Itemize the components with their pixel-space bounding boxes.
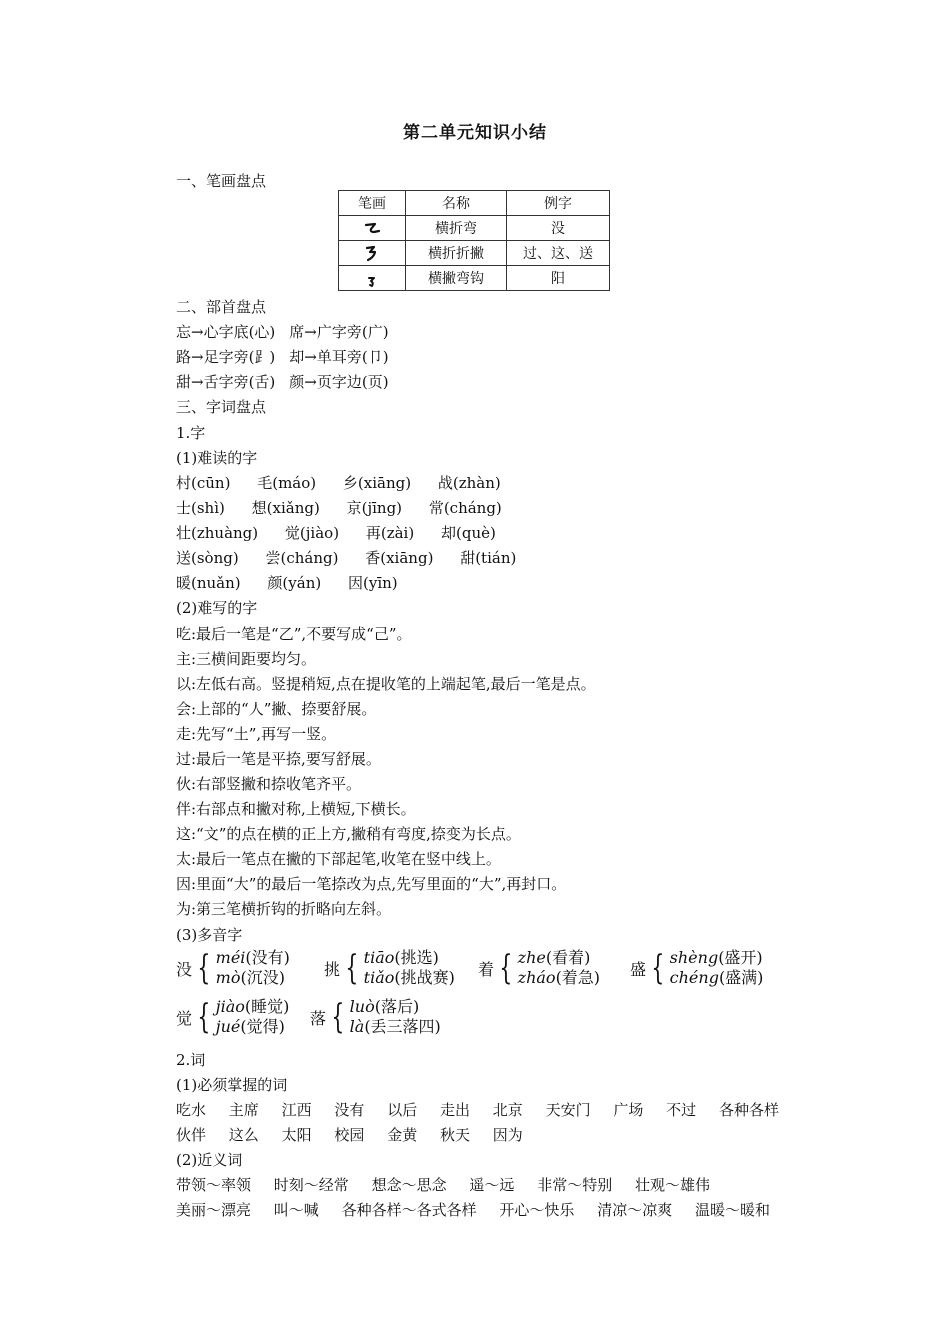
section-heading-strokes: 一、笔画盘点 bbox=[176, 172, 267, 190]
synonym-pair: 清凉～凉爽 bbox=[597, 1201, 673, 1219]
word-line bbox=[176, 1100, 797, 1120]
polyphone-reading: chéng(盛满) bbox=[669, 968, 764, 987]
pinyin-item: 常(cháng) bbox=[428, 499, 502, 517]
polyphone-group bbox=[176, 997, 289, 1037]
radical-item: 甜→舌字旁(舌) bbox=[176, 373, 276, 391]
polyphone-reading: luò(落后) bbox=[349, 997, 420, 1016]
word-item: 没有 bbox=[334, 1101, 365, 1119]
polyphone-reading: jiào(睡觉) bbox=[215, 997, 290, 1016]
hard-write-line: 因:里面“大”的最后一笔捺改为点,先写里面的“大”,再封口。 bbox=[176, 875, 567, 893]
radical-item: 路→足字旁(⻊) bbox=[176, 348, 276, 366]
pinyin-item: 村(cūn) bbox=[176, 474, 231, 492]
stroke-hengpiewangou-icon bbox=[362, 268, 382, 288]
brace-icon: { bbox=[345, 948, 359, 988]
word-item: 金黄 bbox=[387, 1126, 418, 1144]
subheading-hard-to-write: (2)难写的字 bbox=[176, 599, 258, 617]
table-row bbox=[339, 266, 610, 291]
polyphone-reading: zhe(看着) bbox=[517, 948, 591, 967]
hard-write-line: 这:“文”的点在横的正上方,撇稍有弯度,捺变为长点。 bbox=[176, 825, 521, 843]
pinyin-item: 香(xiāng) bbox=[365, 549, 434, 567]
polyphone-reading: méi(没有) bbox=[215, 948, 290, 967]
brace-icon: { bbox=[499, 948, 513, 988]
word-item: 因为 bbox=[492, 1126, 523, 1144]
synonym-pair: 壮观～雄伟 bbox=[634, 1176, 710, 1194]
hard-write-line: 以:左低右高。竖提稍短,点在提收笔的上端起笔,最后一笔是点。 bbox=[176, 675, 596, 693]
polyphone-reading: zháo(着急) bbox=[517, 968, 601, 987]
radical-line bbox=[176, 347, 389, 367]
word-item: 以后 bbox=[387, 1101, 418, 1119]
hard-read-line bbox=[176, 548, 516, 568]
synonym-pair: 开心～快乐 bbox=[499, 1201, 575, 1219]
word-item: 江西 bbox=[281, 1101, 312, 1119]
radical-item: 颜→页字边(页) bbox=[289, 373, 389, 391]
stroke-hengzhezhepie-icon bbox=[362, 243, 382, 263]
word-item: 天安门 bbox=[545, 1101, 591, 1119]
stroke-name: 横撇弯钩 bbox=[406, 266, 507, 291]
brace-icon: { bbox=[651, 948, 665, 988]
polyphone-reading: shèng(盛开) bbox=[669, 948, 763, 967]
pinyin-item: 尝(cháng) bbox=[265, 549, 339, 567]
polyphone-char: 落 bbox=[310, 1008, 327, 1028]
table-header-cell: 笔画 bbox=[339, 191, 406, 216]
pinyin-item: 暖(nuǎn) bbox=[176, 574, 241, 592]
table-row bbox=[339, 241, 610, 266]
radical-line bbox=[176, 322, 389, 342]
hard-write-line: 伙:右部竖撇和捺收笔齐平。 bbox=[176, 775, 362, 793]
polyphone-group bbox=[324, 948, 455, 988]
synonym-pair: 时刻～经常 bbox=[273, 1176, 349, 1194]
hard-write-line: 太:最后一笔点在撇的下部起笔,收笔在竖中线上。 bbox=[176, 850, 501, 868]
synonym-pair: 各种各样～各式各样 bbox=[341, 1201, 477, 1219]
word-item: 北京 bbox=[492, 1101, 523, 1119]
hard-write-line: 主:三横间距要均匀。 bbox=[176, 650, 317, 668]
hard-write-line: 走:先写“土”,再写一竖。 bbox=[176, 725, 337, 743]
stroke-name: 横折折撇 bbox=[406, 241, 507, 266]
strokes-table bbox=[338, 190, 610, 291]
radical-line bbox=[176, 372, 389, 392]
pinyin-item: 因(yīn) bbox=[348, 574, 398, 592]
stroke-glyph-cell bbox=[339, 266, 406, 291]
radical-item: 席→广字旁(广) bbox=[289, 323, 389, 341]
word-item: 不过 bbox=[666, 1101, 697, 1119]
table-header-cell: 例字 bbox=[507, 191, 610, 216]
polyphone-char: 着 bbox=[478, 959, 495, 979]
hard-write-line: 过:最后一笔是平捺,要写舒展。 bbox=[176, 750, 381, 768]
word-item: 走出 bbox=[439, 1101, 470, 1119]
subheading-characters: 1.字 bbox=[176, 424, 206, 442]
pinyin-item: 却(què) bbox=[440, 524, 496, 542]
pinyin-item: 战(zhàn) bbox=[437, 474, 501, 492]
polyphone-char: 挑 bbox=[324, 959, 341, 979]
word-item: 主席 bbox=[228, 1101, 259, 1119]
polyphone-group bbox=[176, 948, 290, 988]
hard-write-line: 伴:右部点和撇对称,上横短,下横长。 bbox=[176, 800, 416, 818]
polyphone-reading: tiǎo(挑战赛) bbox=[363, 968, 455, 987]
word-line bbox=[176, 1125, 541, 1145]
synonym-pair: 温暖～暖和 bbox=[694, 1201, 770, 1219]
word-item: 太阳 bbox=[281, 1126, 312, 1144]
synonym-line bbox=[176, 1175, 728, 1195]
pinyin-item: 毛(máo) bbox=[257, 474, 317, 492]
polyphone-char: 觉 bbox=[176, 1008, 193, 1028]
polyphone-reading: là(丢三落四) bbox=[349, 1017, 441, 1036]
hard-read-line bbox=[176, 498, 502, 518]
brace-icon: { bbox=[197, 948, 211, 988]
pinyin-item: 想(xiǎng) bbox=[251, 499, 320, 517]
hard-read-line bbox=[176, 573, 398, 593]
brace-icon: { bbox=[197, 997, 211, 1037]
polyphone-reading: jué(觉得) bbox=[215, 1017, 285, 1036]
word-item: 广场 bbox=[613, 1101, 644, 1119]
synonym-pair: 想念～思念 bbox=[371, 1176, 447, 1194]
hard-write-line: 为:第三笔横折钩的折略向左斜。 bbox=[176, 900, 392, 918]
polyphone-char: 没 bbox=[176, 959, 193, 979]
pinyin-item: 壮(zhuàng) bbox=[176, 524, 259, 542]
subheading-synonyms: (2)近义词 bbox=[176, 1151, 243, 1169]
stroke-hengzhewan-icon bbox=[362, 218, 382, 238]
pinyin-item: 再(zài) bbox=[365, 524, 415, 542]
pinyin-item: 京(jīng) bbox=[346, 499, 403, 517]
pinyin-item: 甜(tián) bbox=[460, 549, 517, 567]
hard-write-line: 吃:最后一笔是“乙”,不要写成“己”。 bbox=[176, 625, 412, 643]
stroke-glyph-cell bbox=[339, 216, 406, 241]
table-header-row bbox=[339, 191, 610, 216]
subheading-polyphones: (3)多音字 bbox=[176, 926, 243, 944]
stroke-name: 横折弯 bbox=[406, 216, 507, 241]
subheading-words: 2.词 bbox=[176, 1051, 206, 1069]
stroke-example: 阳 bbox=[507, 266, 610, 291]
synonym-pair: 遥～远 bbox=[469, 1176, 515, 1194]
polyphone-group bbox=[310, 997, 441, 1037]
word-item: 各种各样 bbox=[718, 1101, 779, 1119]
hard-read-line bbox=[176, 523, 496, 543]
hard-write-line: 会:上部的“人”撇、捺要舒展。 bbox=[176, 700, 377, 718]
word-item: 这么 bbox=[228, 1126, 259, 1144]
polyphone-group bbox=[630, 948, 763, 988]
radical-item: 忘→心字底(心) bbox=[176, 323, 276, 341]
polyphone-reading: mò(沉没) bbox=[215, 968, 285, 987]
synonym-pair: 叫～喊 bbox=[273, 1201, 319, 1219]
polyphone-reading: tiāo(挑选) bbox=[363, 948, 439, 967]
word-item: 校园 bbox=[334, 1126, 365, 1144]
polyphone-group bbox=[478, 948, 600, 988]
table-header-cell: 名称 bbox=[406, 191, 507, 216]
hard-read-line bbox=[176, 473, 501, 493]
brace-icon: { bbox=[331, 997, 345, 1037]
stroke-example: 没 bbox=[507, 216, 610, 241]
word-item: 秋天 bbox=[439, 1126, 470, 1144]
pinyin-item: 乡(xiāng) bbox=[342, 474, 412, 492]
subheading-must-know: (1)必须掌握的词 bbox=[176, 1076, 288, 1094]
word-item: 伙伴 bbox=[176, 1126, 207, 1144]
pinyin-item: 士(shì) bbox=[176, 499, 225, 517]
synonym-pair: 非常～特别 bbox=[537, 1176, 613, 1194]
section-heading-radicals: 二、部首盘点 bbox=[176, 298, 267, 316]
pinyin-item: 送(sòng) bbox=[176, 549, 239, 567]
synonym-pair: 带领～率领 bbox=[176, 1176, 252, 1194]
stroke-glyph-cell bbox=[339, 241, 406, 266]
page-title: 第二单元知识小结 bbox=[403, 123, 547, 143]
stroke-example: 过、这、送 bbox=[507, 241, 610, 266]
section-heading-words: 三、字词盘点 bbox=[176, 398, 267, 416]
table-row bbox=[339, 216, 610, 241]
subheading-hard-to-read: (1)难读的字 bbox=[176, 449, 258, 467]
pinyin-item: 觉(jiào) bbox=[284, 524, 340, 542]
radical-item: 却→单耳旁(卩) bbox=[289, 348, 389, 366]
synonym-pair: 美丽～漂亮 bbox=[176, 1201, 252, 1219]
pinyin-item: 颜(yán) bbox=[267, 574, 322, 592]
polyphone-char: 盛 bbox=[630, 959, 647, 979]
word-item: 吃水 bbox=[176, 1101, 207, 1119]
synonym-line bbox=[176, 1200, 788, 1220]
